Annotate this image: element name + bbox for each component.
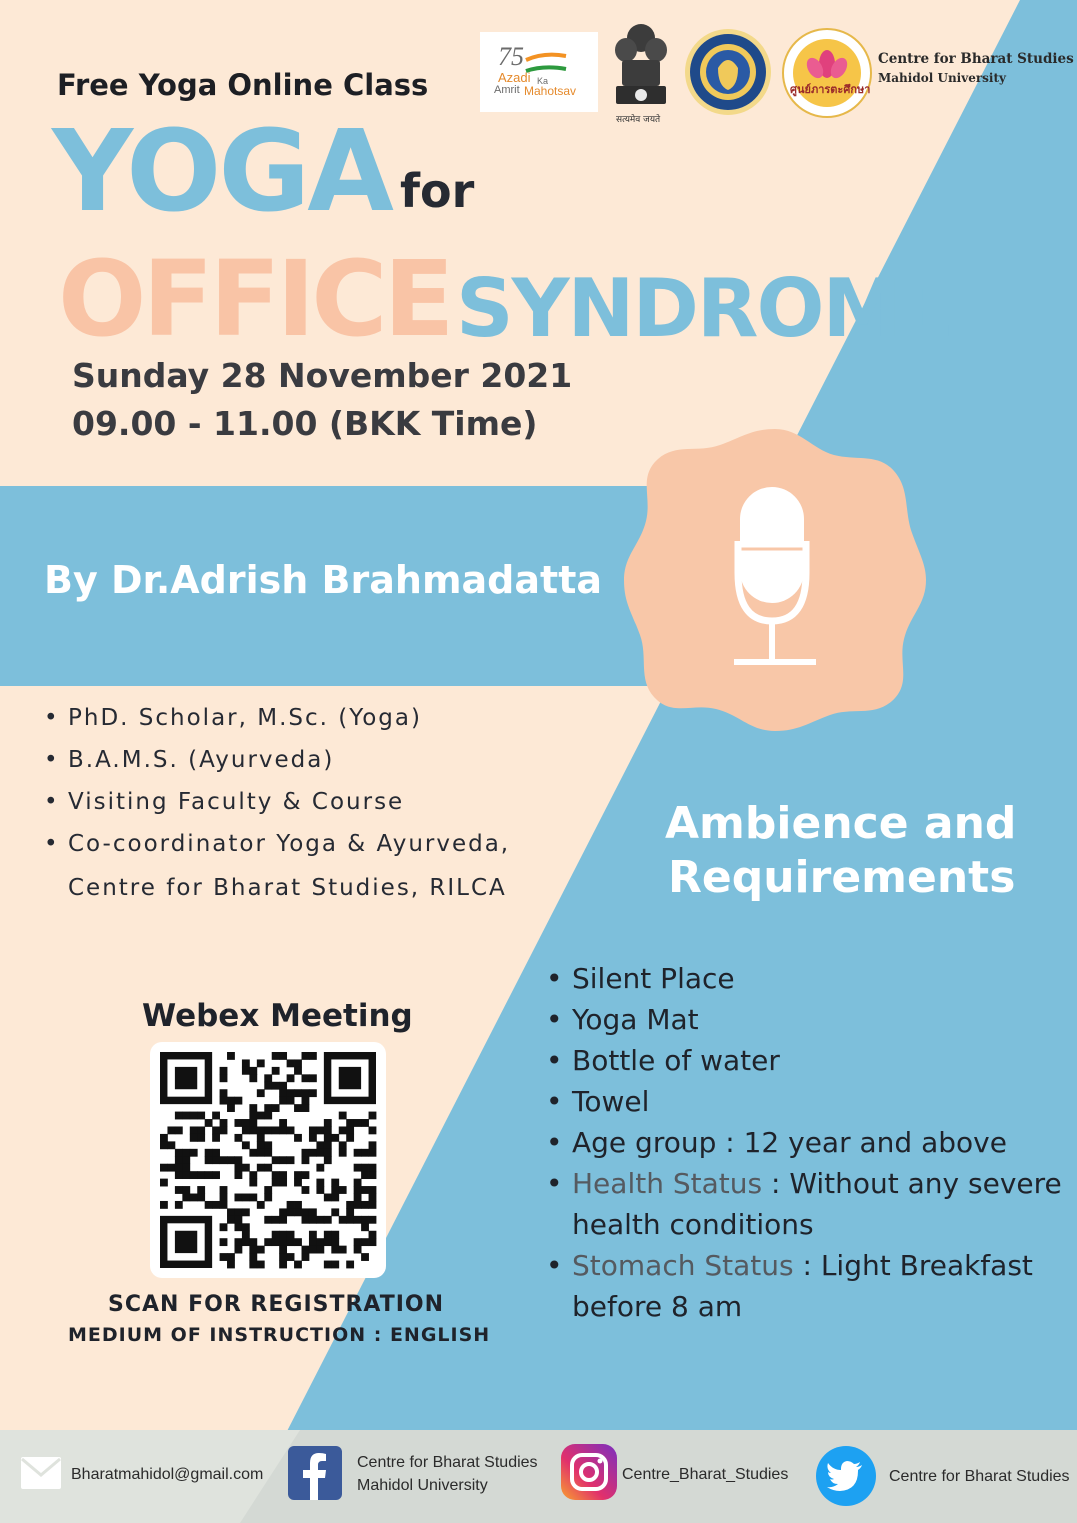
facebook-icon[interactable] <box>288 1446 342 1500</box>
event-date: Sunday 28 November 2021 <box>72 356 573 395</box>
qr-code-icon <box>150 1042 386 1278</box>
footer-facebook-line2[interactable]: Mahidol University <box>357 1477 488 1494</box>
title-for: for <box>400 164 475 218</box>
title-syndrome: SYNDROME <box>456 262 953 355</box>
requirements-heading-line2: Requirements <box>668 852 1016 903</box>
speaker-credentials-list <box>68 705 510 873</box>
credential-item: • Co-coordinator Yoga & Ayurveda, <box>68 831 510 873</box>
title-yoga: YOGA <box>52 107 391 237</box>
email-icon <box>20 1456 62 1490</box>
requirement-item: • Age group : 12 year and above <box>572 1126 1062 1167</box>
requirement-item-health <box>572 1167 1062 1208</box>
requirement-item: • Towel <box>572 1085 1062 1126</box>
requirements-list <box>572 962 1062 1331</box>
speaker-name: By Dr.Adrish Brahmadatta <box>44 558 602 602</box>
requirement-item: • Bottle of water <box>572 1044 1062 1085</box>
medium-of-instruction: MEDIUM OF INSTRUCTION : ENGLISH <box>68 1324 491 1346</box>
lotus-seal-icon <box>782 28 872 118</box>
azadi-ka-amrit-mahotsav-logo: 75 Azadi Ka Amrit Mahotsav <box>480 32 598 112</box>
event-time: 09.00 - 11.00 (BKK Time) <box>72 404 538 443</box>
credential-continuation: Centre for Bharat Studies, RILCA <box>68 875 507 901</box>
requirement-item-stomach <box>572 1249 1062 1290</box>
credential-item: • PhD. Scholar, M.Sc. (Yoga) <box>68 705 510 747</box>
twitter-icon[interactable] <box>816 1446 876 1506</box>
footer-facebook-line1[interactable]: Centre for Bharat Studies <box>357 1454 538 1471</box>
org-subname: Mahidol University <box>878 71 1006 85</box>
org-name: Centre for Bharat Studies <box>878 51 1074 67</box>
title-line-2 <box>0 236 953 360</box>
health-status-value: : Without any severe <box>762 1167 1062 1200</box>
bharat-studies-lotus-logo: ศูนย์ภารตะศึกษา <box>782 28 872 118</box>
credential-item: • Visiting Faculty & Course <box>68 789 510 831</box>
lion-capital-icon <box>608 20 674 112</box>
national-emblem-logo: सत्यमेव जयते <box>608 20 674 126</box>
mahidol-university-seal-logo <box>684 28 772 116</box>
credential-item: • B.A.M.S. (Ayurveda) <box>68 747 510 789</box>
stomach-status-label: Stomach Status <box>572 1249 794 1282</box>
requirement-item: • Silent Place <box>572 962 1062 1003</box>
requirement-item: • Yoga Mat <box>572 1003 1062 1044</box>
requirements-heading-line1: Ambience and <box>665 798 1017 849</box>
kicker-text: Free Yoga Online Class <box>57 68 429 102</box>
registration-qr-code[interactable] <box>150 1042 386 1278</box>
footer-twitter[interactable]: Centre for Bharat Studies <box>889 1468 1070 1485</box>
requirement-item-health-cont: health conditions <box>572 1208 814 1241</box>
health-status-label: Health Status <box>572 1167 763 1200</box>
stomach-status-value: : Light Breakfast <box>793 1249 1033 1282</box>
footer-email[interactable]: Bharatmahidol@gmail.com <box>71 1466 264 1483</box>
webex-meeting-heading: Webex Meeting <box>142 998 413 1034</box>
instagram-icon[interactable] <box>561 1444 617 1500</box>
footer-instagram[interactable]: Centre_Bharat_Studies <box>622 1466 789 1483</box>
microphone-badge <box>620 425 930 735</box>
requirement-item-stomach-cont: before 8 am <box>572 1290 743 1323</box>
scan-for-registration: SCAN FOR REGISTRATION <box>108 1292 445 1317</box>
title-office: OFFICE <box>58 238 451 360</box>
